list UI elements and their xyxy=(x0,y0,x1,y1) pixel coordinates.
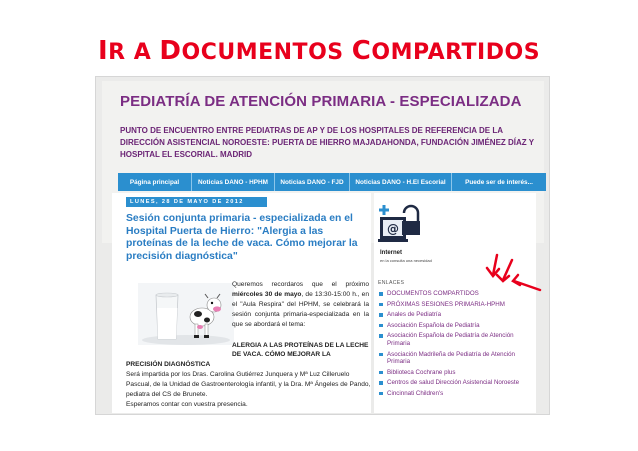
post-intro: Queremos recordaros que el próximo miércoles 30 de mayo, de 13:30-15:00 h., en el "Aula Respira" del HPHM, se celebrará la sesión conjunta primaria-especializada en la que se abordará el tema: xyxy=(232,281,369,329)
badge-title: Internet xyxy=(380,250,403,256)
link-centros-salud[interactable]: Centros de salud Dirección Asistencial Noroeste xyxy=(378,379,534,387)
slide-title: IR A DOCUMENTOS COMPARTIDOS xyxy=(97,36,541,66)
post-topic-end: PRECISIÓN DIAGNÓSTICA xyxy=(126,361,211,368)
links-list xyxy=(378,290,534,401)
post-area xyxy=(112,193,371,413)
blog-title[interactable]: PEDIATRÍA DE ATENCIÓN PRIMARIA - ESPECIALIZADA xyxy=(120,93,522,110)
links-heading: ENLACES xyxy=(378,280,405,286)
blog-description: PUNTO DE ENCUENTRO ENTRE PEDIATRAS DE AP Y DE LOS HOSPITALES DE REFERENCIA DE LA DIRECCIÓN ASISTENCIAL NOROESTE: PUERTA DE HIERRO MAJADAHONDA, FUNDACIÓN JIMÉNEZ DÍAZ Y HOSPITAL EL ESCORIAL. MADRID xyxy=(120,126,534,159)
tab-noticias-fjd[interactable]: Noticias DANO - FJD xyxy=(275,173,350,191)
internet-consulta-icon xyxy=(374,203,434,251)
link-aep[interactable]: Asociación Española de Pediatría xyxy=(378,322,534,330)
tab-pagina-principal[interactable]: Página principal xyxy=(118,173,192,191)
link-documentos-compartidos[interactable]: DOCUMENTOS COMPARTIDOS xyxy=(378,290,534,298)
blog-screenshot xyxy=(95,76,550,415)
sidebar xyxy=(374,193,536,413)
link-ampap[interactable]: Asociación Madrileña de Pediatría de Atención Primaria xyxy=(378,351,534,366)
post-topic: ALERGIA A LAS PROTEÍNAS DE LA LECHE DE VACA. CÓMO MEJORAR LA xyxy=(232,342,369,358)
svg-text:@: @ xyxy=(387,222,399,236)
link-anales-pediatria[interactable]: Anales de Pediatría xyxy=(378,311,534,319)
post-closing: Esperamos contar con vuestra presencia. xyxy=(126,401,248,408)
post-speakers: Será impartida por los Dras. Carolina Gutiérrez Junquera y Mª Luz Cilleruelo Pascual, de la Unidad de Gastroenterología infantil, y la Dra. Mª Ángeles de Pando, pediatra del CS de Brunete. xyxy=(126,371,371,398)
internet-badge[interactable] xyxy=(374,203,434,265)
tab-puede-ser-de-interes[interactable]: Puede ser de interés... xyxy=(465,178,533,186)
nav-bar xyxy=(118,173,546,191)
tab-noticias-hphm[interactable]: Noticias DANO - HPHM xyxy=(192,173,275,191)
link-cincinnati[interactable]: Cincinnati Children's xyxy=(378,390,534,398)
link-cochrane[interactable]: Biblioteca Cochrane plus xyxy=(378,369,534,377)
post-date: LUNES, 28 DE MAYO DE 2012 xyxy=(126,197,267,207)
post-title[interactable]: Sesión conjunta primaria - especializada en el Hospital Puerta de Hierro: "Alergia a las proteínas de la leche de vaca. Cómo mejorar la precisión diagnóstica" xyxy=(126,213,358,262)
badge-subtitle: en la consulta una necesidad xyxy=(380,258,432,263)
milk-cow-image xyxy=(138,283,234,345)
link-proximas-sesiones[interactable]: PRÓXIMAS SESIONES PRIMARIA-HPHM xyxy=(378,301,534,309)
tab-noticias-escorial[interactable]: Noticias DANO - H.El Escorial xyxy=(350,173,452,191)
link-aepap[interactable]: Asociación Española de Pediatría de Atención Primaria xyxy=(378,332,534,347)
post-details xyxy=(126,360,371,410)
